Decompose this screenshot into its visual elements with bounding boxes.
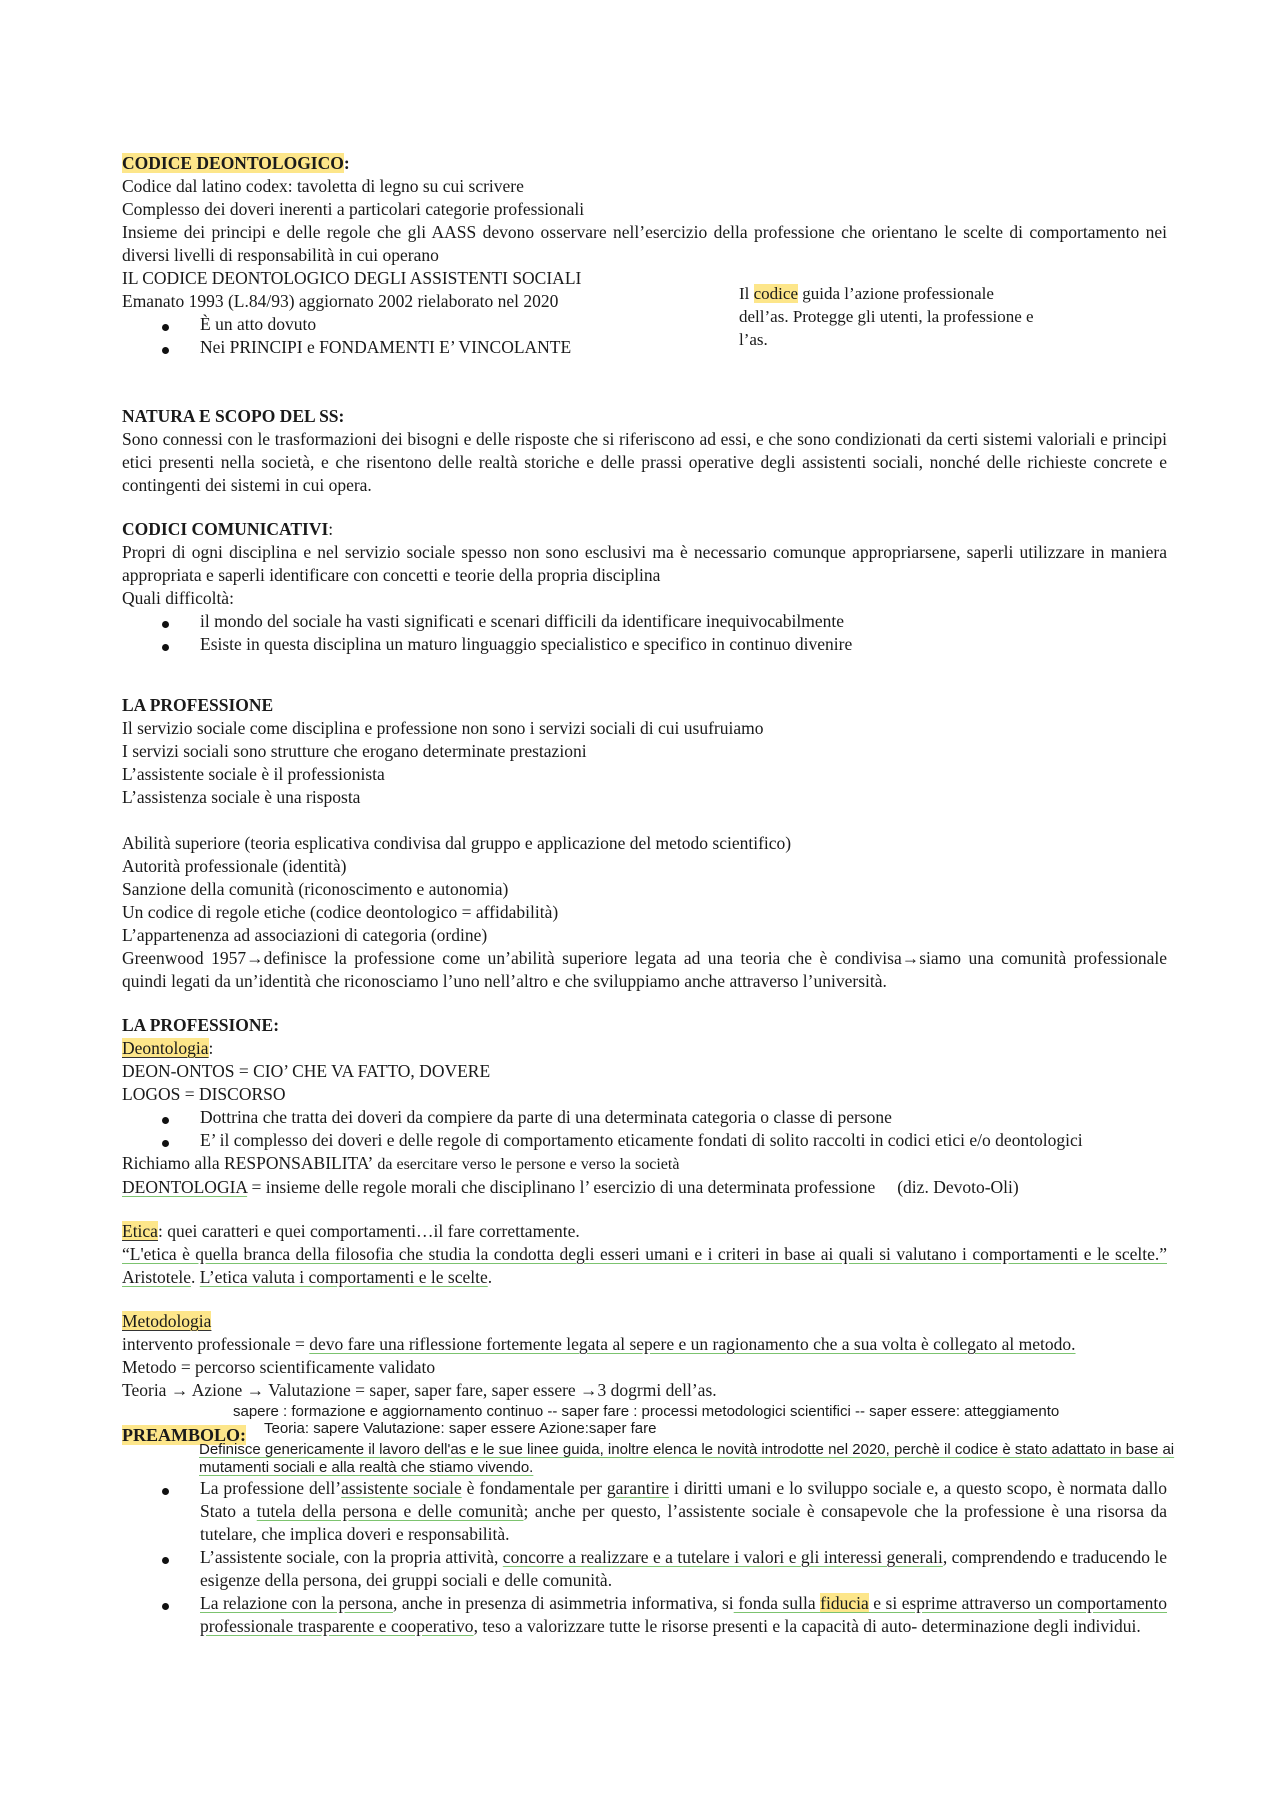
source: (diz. Devoto-Oli) — [897, 1177, 1019, 1197]
list-item: La relazione con la persona, anche in presenza di asimmetria informativa, si fonda sulla fiducia e si esprime attraverso un comportamento professionale trasparente e cooperativo, teso a valorizzare tutte le risorse presenti e la capacità di auto- determinazione degli individui. — [122, 1592, 1167, 1638]
note-sapere: sapere : formazione e aggiornamento continuo -- saper fare : processi metodologici scientifici -- saper essere: atteggiamento — [233, 1403, 1060, 1420]
list-item: L’assistente sociale, con la propria attività, concorre a realizzare e a tutelare i valori e gli interessi generali, comprendendo e traducendo le esigenze della persona, dei gruppi sociali e delle comunità. — [122, 1546, 1167, 1592]
section-metodologia: Metodologia intervento professionale = devo fare una riflessione fortemente legata al sepere e un ragionamento che a sua volta è collegato al metodo. Metodo = percorso scientificamente validato Teoria → Azione → Valutazione = saper, saper fare, saper essere →3 dogrmi dell’as. — [122, 1310, 1167, 1402]
paragraph: Sono connessi con le trasformazioni dei bisogni e delle risposte che si riferiscono ad essi, e che sono condizionati da certi sistemi valoriali e principi etici presenti nella società, e che risentono delle realtà storiche e delle prassi operative degli assistenti sociali, nonché delle richieste concrete e contingenti dei sistemi in cui opera. — [122, 429, 1167, 495]
side-note: Il codice guida l’azione professionale dell’as. Protegge gli utenti, la professione e l’as. — [739, 284, 1034, 349]
paragraph: Insieme dei principi e delle regole che gli AASS devono osservare nell’esercizio della professione che orientano le scelte di comportamento nei diversi livelli di responsabilità in cui operano — [122, 222, 1167, 265]
section-etica: Etica: quei caratteri e quei comportamenti…il fare correttamente. “L'etica è quella branca della filosofia che studia la condotta degli esseri umani e i criteri in base ai quali si valutano i comportamenti e le scelte.” Aristotele. L’etica valuta i comportamenti e le scelte. — [122, 1221, 1167, 1287]
text-line: Autorità professionale (identità) — [122, 856, 347, 876]
list-item: E’ il complesso dei doveri e delle regole di comportamento eticamente fondati di solito raccolti in codici etici e/o deontologici — [122, 1129, 1167, 1152]
section-professione — [122, 694, 1167, 993]
list-item: Nei PRINCIPI e FONDAMENTI E’ VINCOLANTE — [122, 336, 1167, 359]
text-line: Codice dal latino codex: tavoletta di legno su cui scrivere — [122, 176, 524, 196]
text-line: Emanato 1993 (L.84/93) aggiornato 2002 rielaborato nel 2020 — [122, 291, 559, 311]
term-etica: Etica — [122, 1221, 158, 1241]
text-line: devo fare una riflessione fortemente legata al sepere e un ragionamento che a sua volta è collegato al metodo. — [309, 1334, 1076, 1354]
section-professione-deontologia: LA PROFESSIONE: Deontologia: DEON-ONTOS = CIO’ CHE VA FATTO, DOVERE LOGOS = DISCORSO Dottrina che tratta dei doveri da compiere da parte di una determinata categoria o classe di persone E’ il complesso dei doveri e delle regole di comportamento eticamente fondati di solito raccolti in codici etici e/o deontologici Richiamo alla RESPONSABILITA’ da esercitare verso le persone e verso la società DEONTOLOGIA = insieme delle regole morali che disciplinano l’ esercizio di una determinata professione (diz. Devoto-Oli) — [122, 1014, 1167, 1199]
term-metodologia: Metodologia — [122, 1311, 212, 1331]
list-item: il mondo del sociale ha vasti significati e scenari difficili da identificare inequivocabilmente — [122, 610, 1167, 633]
section-preambolo — [122, 1477, 1167, 1638]
paragraph: Greenwood 1957→definisce la professione come un’abilità superiore legata ad una teoria che è condivisa→siamo una comunità professionale quindi legati da un’identità che riconosciamo l’uno nell’altro e che sviluppiamo anche attraverso l’università. — [122, 948, 1167, 991]
text-line: L’etica valuta i comportamenti e le scelte — [199, 1267, 488, 1287]
highlight: fiducia — [820, 1593, 869, 1613]
term-deontologia-def: DEONTOLOGIA — [122, 1177, 248, 1197]
note-preambolo: Definisce genericamente il lavoro dell'as e le sue linee guida, inoltre elenca le novità introdotte nel 2020, perchè il codice è stato adattato in base ai mutamenti sociali e alla realtà che stiamo vivendo. — [199, 1441, 1175, 1476]
section-codici-comunicativi: CODICI COMUNICATIVI: Propri di ogni disciplina e nel servizio sociale spesso non sono esclusivi ma è necessario comunque appropriarsene, saperli utilizzare in maniera appropriata e saperli identificare con concetti e teorie della propria disciplina Quali difficoltà: il mondo del sociale ha vasti significati e scenari difficili da identificare inequivocabilmente Esiste in questa disciplina un maturo linguaggio specialistico e specifico in continuo divenire — [122, 519, 1167, 654]
quote: “L'etica è quella branca della filosofia che studia la condotta degli esseri umani e i criteri in base ai quali si valutano i comportamenti e le scelte.” Aristotele — [122, 1244, 1167, 1287]
section-title: CODICI COMUNICATIVI — [122, 519, 329, 539]
text-line: L’assistente sociale è il professionista — [122, 764, 385, 784]
section-natura — [122, 405, 1167, 497]
text-line: Sanzione della comunità (riconoscimento e autonomia) — [122, 879, 509, 899]
list-item: Dottrina che tratta dei doveri da compiere da parte di una determinata categoria o classe di persone — [122, 1106, 1167, 1129]
section-title-preambolo: PREAMBOLO: — [122, 1425, 246, 1445]
list-item: La professione dell’assistente sociale è fondamentale per garantire i diritti umani e lo sviluppo sociale e, a questo scopo, è normata dallo Stato a tutela della persona e delle comunità; anche per questo, l’assistente sociale è consapevole che la professione è una risorsa da tutelare, che implica doveri e responsabilità. — [122, 1477, 1167, 1546]
text-line: I servizi sociali sono strutture che erogano determinate prestazioni — [122, 741, 587, 761]
note-teoria: Teoria: sapere Valutazione: saper essere Azione:saper fare — [264, 1420, 657, 1437]
text-line: LOGOS = DISCORSO — [122, 1084, 286, 1104]
section-title: NATURA E SCOPO DEL SS: — [122, 406, 345, 426]
bullet-list — [122, 1477, 1167, 1638]
section-title: LA PROFESSIONE — [122, 695, 274, 715]
text-line: Abilità superiore (teoria esplicativa condivisa dal gruppo e applicazione del metodo scientifico) — [122, 833, 792, 853]
text-line: Richiamo alla RESPONSABILITA’ — [122, 1153, 374, 1173]
section-title: CODICE DEONTOLOGICO — [122, 153, 344, 173]
text-line: L’assistenza sociale è una risposta — [122, 787, 361, 807]
text-line: Teoria → Azione → Valutazione = saper, saper fare, saper essere →3 dogrmi dell’as. — [122, 1380, 717, 1400]
text-line: L’appartenenza ad associazioni di categoria (ordine) — [122, 925, 488, 945]
list-item: È un atto dovuto — [122, 313, 1167, 336]
text-line: Metodo = percorso scientificamente validato — [122, 1357, 436, 1377]
text-line: Complesso dei doveri inerenti a particolari categorie professionali — [122, 199, 585, 219]
highlight: codice — [753, 284, 798, 303]
section-codice: CODICE DEONTOLOGICO: Codice dal latino codex: tavoletta di legno su cui scrivere Complesso dei doveri inerenti a particolari categorie professionali Insieme dei principi e delle regole che gli AASS devono osservare nell’esercizio della professione che orientano le scelte di comportamento nei diversi livelli di responsabilità in cui operano IL CODICE DEONTOLOGICO DEGLI ASSISTENTI SOCIALI Emanato 1993 (L.84/93) aggiornato 2002 rielaborato nel 2020 È un atto dovuto Nei PRINCIPI e FONDAMENTI E’ VINCOLANTE — [122, 153, 1167, 357]
subtitle: IL CODICE DEONTOLOGICO DEGLI ASSISTENTI SOCIALI — [122, 268, 582, 288]
bullet-list — [122, 1106, 1167, 1152]
section-title: LA PROFESSIONE: — [122, 1015, 280, 1035]
list-item: Esiste in questa disciplina un maturo linguaggio specialistico e specifico in continuo divenire — [122, 633, 1167, 656]
bullet-list — [122, 610, 1167, 656]
text-line: DEON-ONTOS = CIO’ CHE VA FATTO, DOVERE — [122, 1061, 491, 1081]
text-line: Un codice di regole etiche (codice deontologico = affidabilità) — [122, 902, 559, 922]
text-line: Il servizio sociale come disciplina e professione non sono i servizi sociali di cui usufruiamo — [122, 718, 764, 738]
term-deontologia: Deontologia — [122, 1038, 209, 1058]
text-line: Quali difficoltà: — [122, 588, 234, 608]
paragraph: Propri di ogni disciplina e nel servizio sociale spesso non sono esclusivi ma è necessario comunque appropriarsene, saperli utilizzare in maniera appropriata e saperli identificare con concetti e teorie della propria disciplina — [122, 542, 1167, 585]
